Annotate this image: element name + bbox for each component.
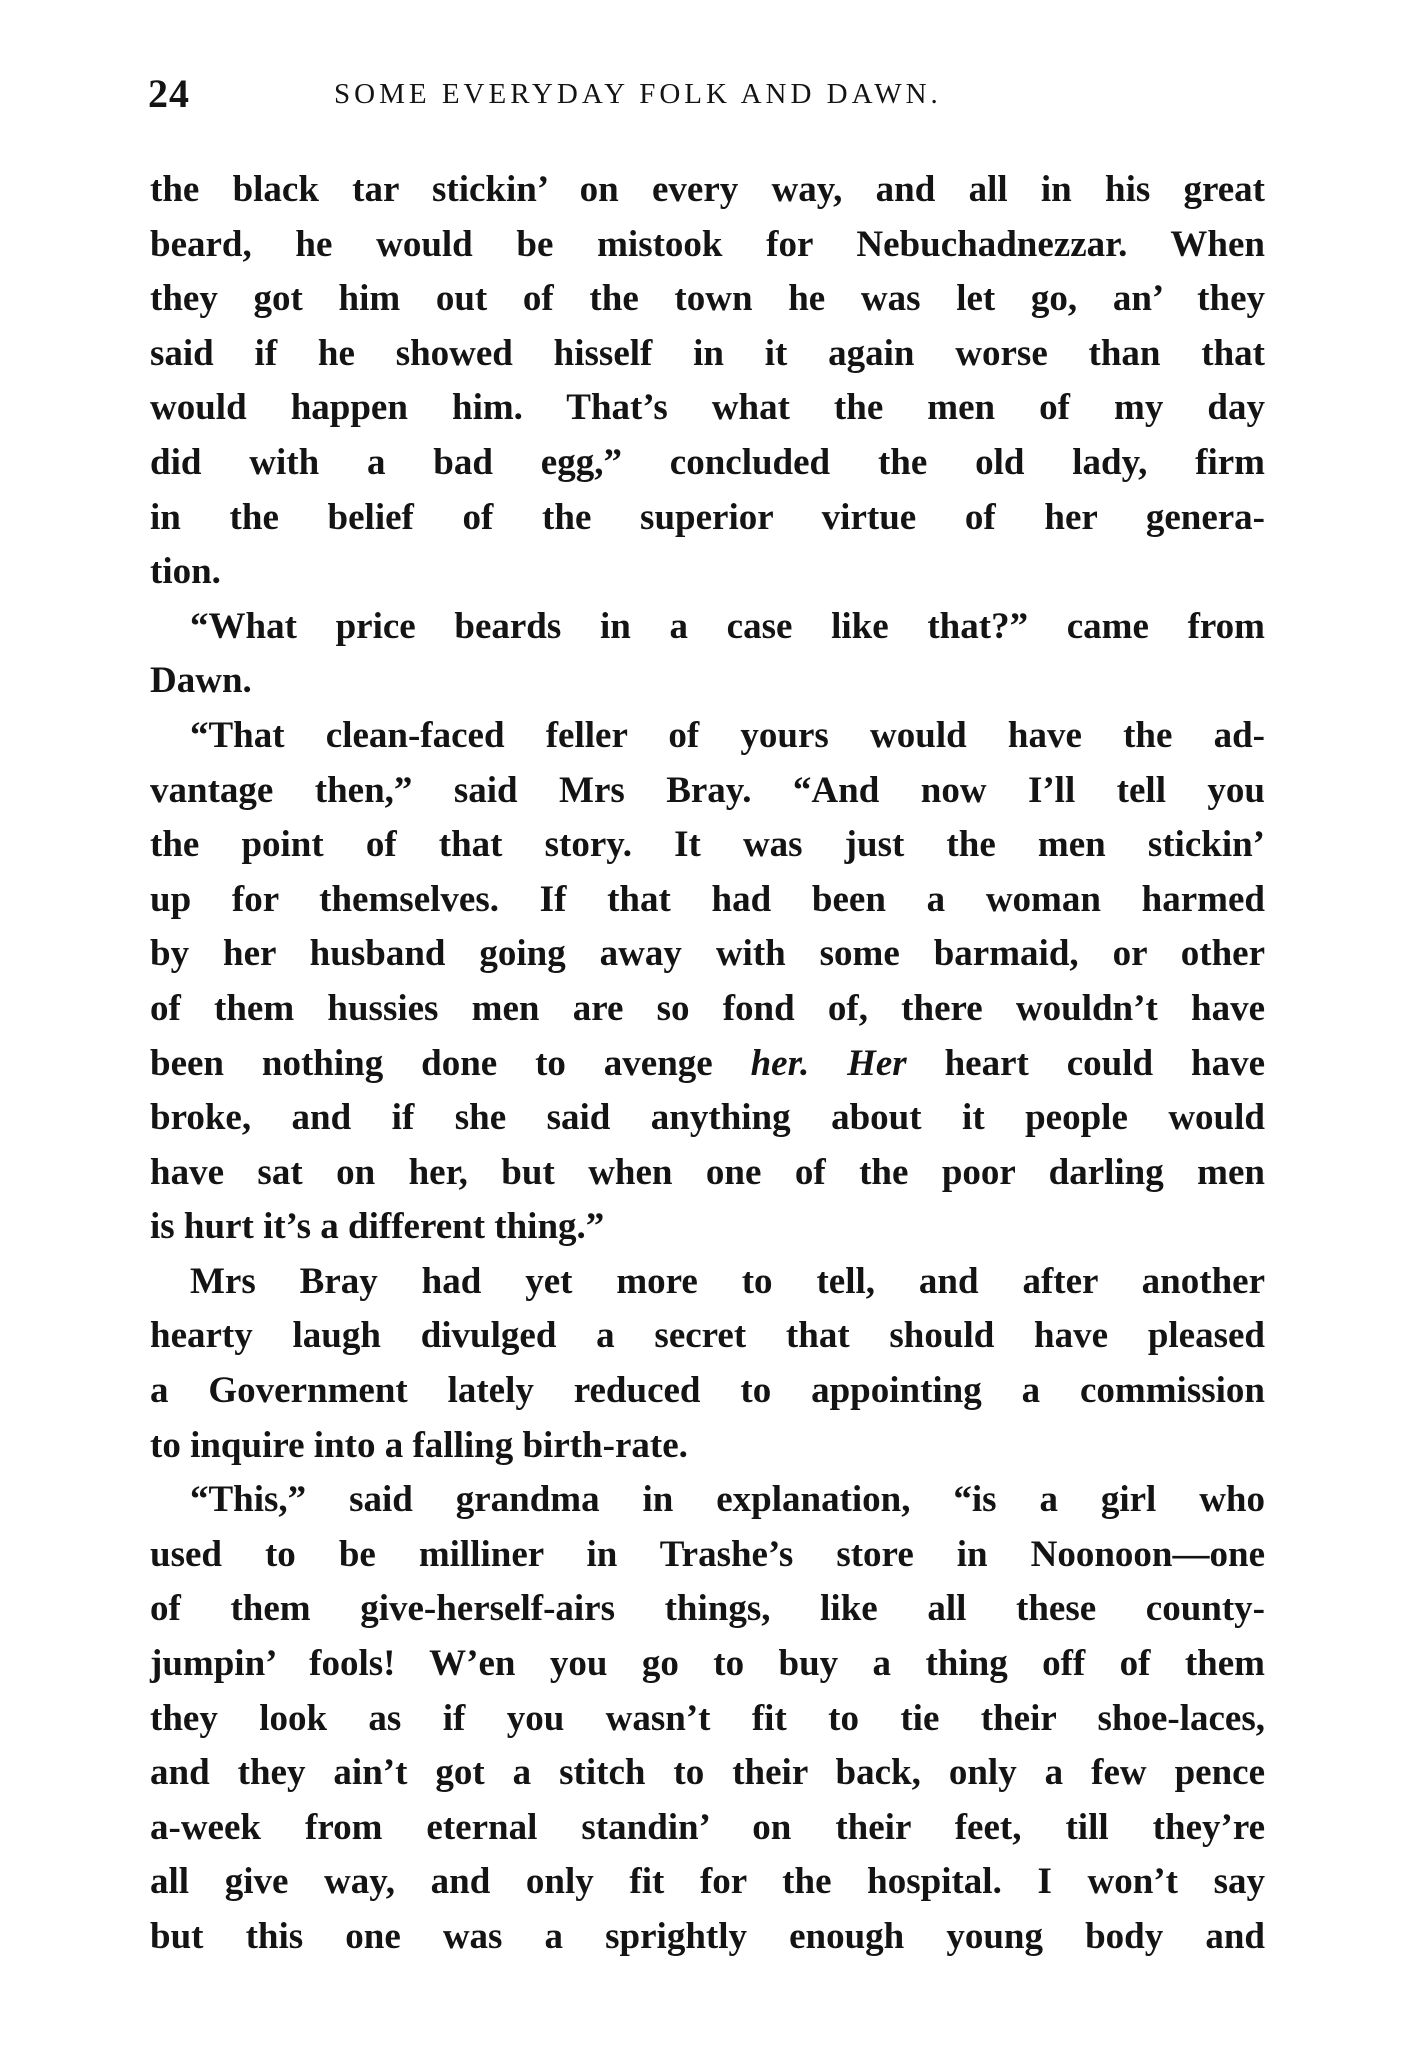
text-line: jumpin’ fools! W’en you go to buy a thing off of them: [150, 1643, 1265, 1685]
italic-word: her.: [750, 1042, 810, 1084]
text-line: “That clean-faced feller of yours would have the ad-: [190, 714, 1265, 756]
text-line: a-week from eternal standin’ on their feet, till they’re: [150, 1806, 1265, 1848]
text-line: beard, he would be mistook for Nebuchadnezzar. When: [150, 223, 1265, 265]
text-line: “What price beards in a case like that?” came from: [190, 605, 1265, 647]
text-line: they look as if you wasn’t fit to tie their shoe-laces,: [150, 1697, 1265, 1739]
text-line: vantage then,” said Mrs Bray. “And now I’ll tell you: [150, 769, 1265, 811]
text-line: they got him out of the town he was let go, an’ they: [150, 278, 1265, 320]
page-header: [148, 70, 1268, 130]
text-line: by her husband going away with some barmaid, or other: [150, 933, 1265, 975]
text-line: all give way, and only fit for the hospital. I won’t say: [150, 1861, 1265, 1903]
text-line: would happen him. That’s what the men of my day: [150, 387, 1265, 429]
text-line: [150, 1037, 1265, 1092]
text-line: of them hussies men are so fond of, there wouldn’t have: [150, 987, 1265, 1029]
text-line: the black tar stickin’ on every way, and all in his great: [150, 169, 1265, 210]
italic-word: Her: [847, 1042, 907, 1084]
text-line: Mrs Bray had yet more to tell, and after another: [190, 1260, 1265, 1302]
text-line: and they ain’t got a stitch to their back, only a few pence: [150, 1752, 1265, 1794]
text-line: to inquire into a falling birth-rate.: [150, 1424, 688, 1466]
text-line: is hurt it’s a different thing.”: [150, 1206, 605, 1248]
text-line: broke, and if she said anything about it people would: [150, 1097, 1265, 1139]
text-line: tion.: [150, 551, 221, 593]
text-line: of them give-herself-airs things, like all these county-: [150, 1588, 1265, 1630]
text-line: a Government lately reduced to appointing a commission: [150, 1370, 1265, 1412]
text-line: “This,” said grandma in explanation, “is a girl who: [190, 1479, 1265, 1521]
body-text: [150, 163, 1265, 1965]
text-line: Dawn.: [150, 660, 252, 702]
text-line: but this one was a sprightly enough young body and: [150, 1916, 1265, 1957]
text-fragment: been nothing done to avenge: [150, 1042, 713, 1084]
text-line: the point of that story. It was just the men stickin’: [150, 824, 1265, 866]
text-line: up for themselves. If that had been a woman harmed: [150, 878, 1265, 920]
text-line: in the belief of the superior virtue of her genera-: [150, 496, 1265, 538]
page-number: 24: [148, 71, 190, 116]
running-title: SOME EVERYDAY FOLK AND DAWN.: [334, 78, 942, 110]
text-line: did with a bad egg,” concluded the old lady, firm: [150, 441, 1265, 483]
text-line: hearty laugh divulged a secret that should have pleased: [150, 1315, 1265, 1357]
text-fragment: heart could have: [944, 1042, 1265, 1084]
text-line: have sat on her, but when one of the poor darling men: [150, 1151, 1265, 1193]
text-line: used to be milliner in Trashe’s store in Noonoon—one: [150, 1533, 1265, 1575]
text-line: said if he showed hisself in it again worse than that: [150, 332, 1265, 374]
